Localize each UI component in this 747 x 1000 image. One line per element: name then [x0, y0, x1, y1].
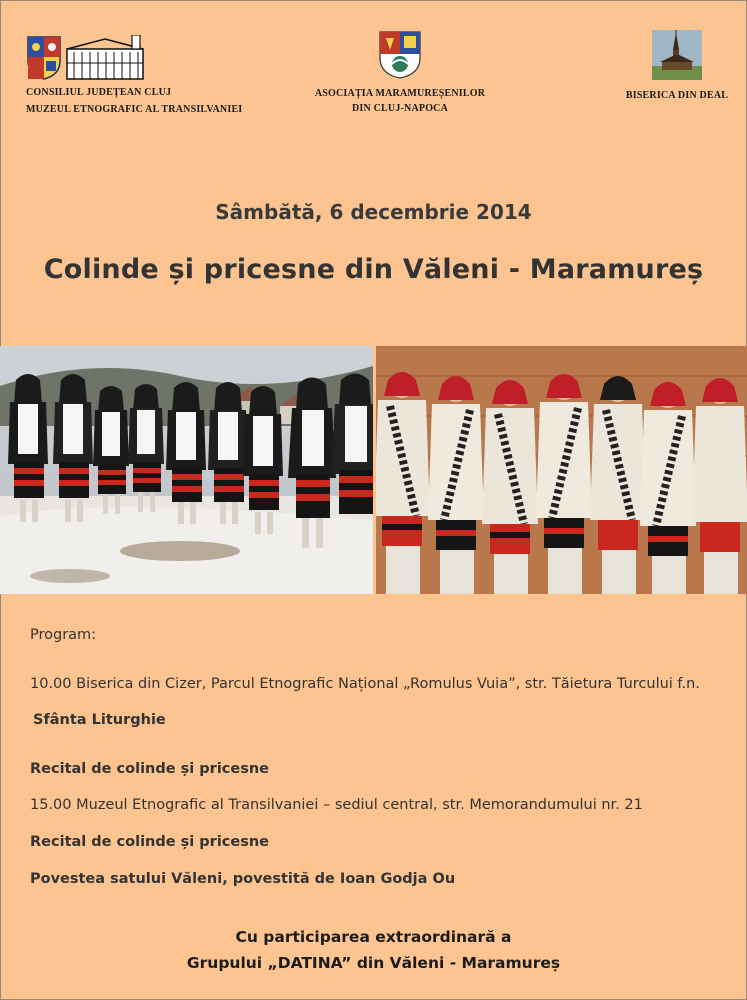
header-middle-line2: DIN CLUJ-NAPOCA: [351, 103, 449, 114]
header-middle-block: [300, 30, 500, 114]
header-middle-line1: ASOCIAȚIA MARAMUREȘENILOR: [314, 88, 486, 99]
wooden-church-photo: [652, 30, 702, 80]
header-right-block: [612, 30, 742, 101]
header-left-logos: [26, 33, 246, 81]
header-left-line1: CONSILIUL JUDEȚEAN CLUJ: [26, 87, 172, 98]
header-right-line1: BISERICA DIN DEAL: [625, 90, 729, 101]
event-date: Sâmbătă, 6 decembrie 2014: [215, 200, 532, 224]
program-item-2: Sfânta Liturghie: [33, 712, 166, 728]
header-left-line2: MUZEUL ETNOGRAFIC AL TRANSILVANIEI: [26, 104, 243, 115]
program-item-5: Recital de colinde și pricesne: [30, 834, 270, 850]
header-left-block: [26, 33, 246, 115]
photo-women-choir-outdoors: [0, 346, 373, 594]
program-item-4: 15.00 Muzeul Etnografic al Transilvaniei – sediul central, str. Memorandumului nr. 21: [30, 797, 643, 813]
footer-line-2: Grupului „DATINA” din Văleni - Maramureș: [186, 954, 561, 972]
maramures-coat-of-arms-logo: [378, 30, 422, 80]
footer-line-1: Cu participarea extraordinară a: [235, 928, 512, 946]
program-item-6: Povestea satului Văleni, povestită de Ioan Godja Ou: [30, 871, 456, 887]
program-item-1: 10.00 Biserica din Cizer, Parcul Etnografic Național „Romulus Vuia”, str. Tăietura Turcului f.n.: [30, 676, 700, 692]
museum-building-logo: [66, 35, 144, 81]
program-item-3: Recital de colinde și pricesne: [30, 761, 270, 777]
photo-children-choir-indoors: [376, 346, 747, 594]
event-title: Colinde și pricesne din Văleni - Maramureș: [43, 254, 704, 285]
program-heading: Program:: [30, 627, 97, 643]
coat-of-arms-logo: [26, 35, 62, 81]
